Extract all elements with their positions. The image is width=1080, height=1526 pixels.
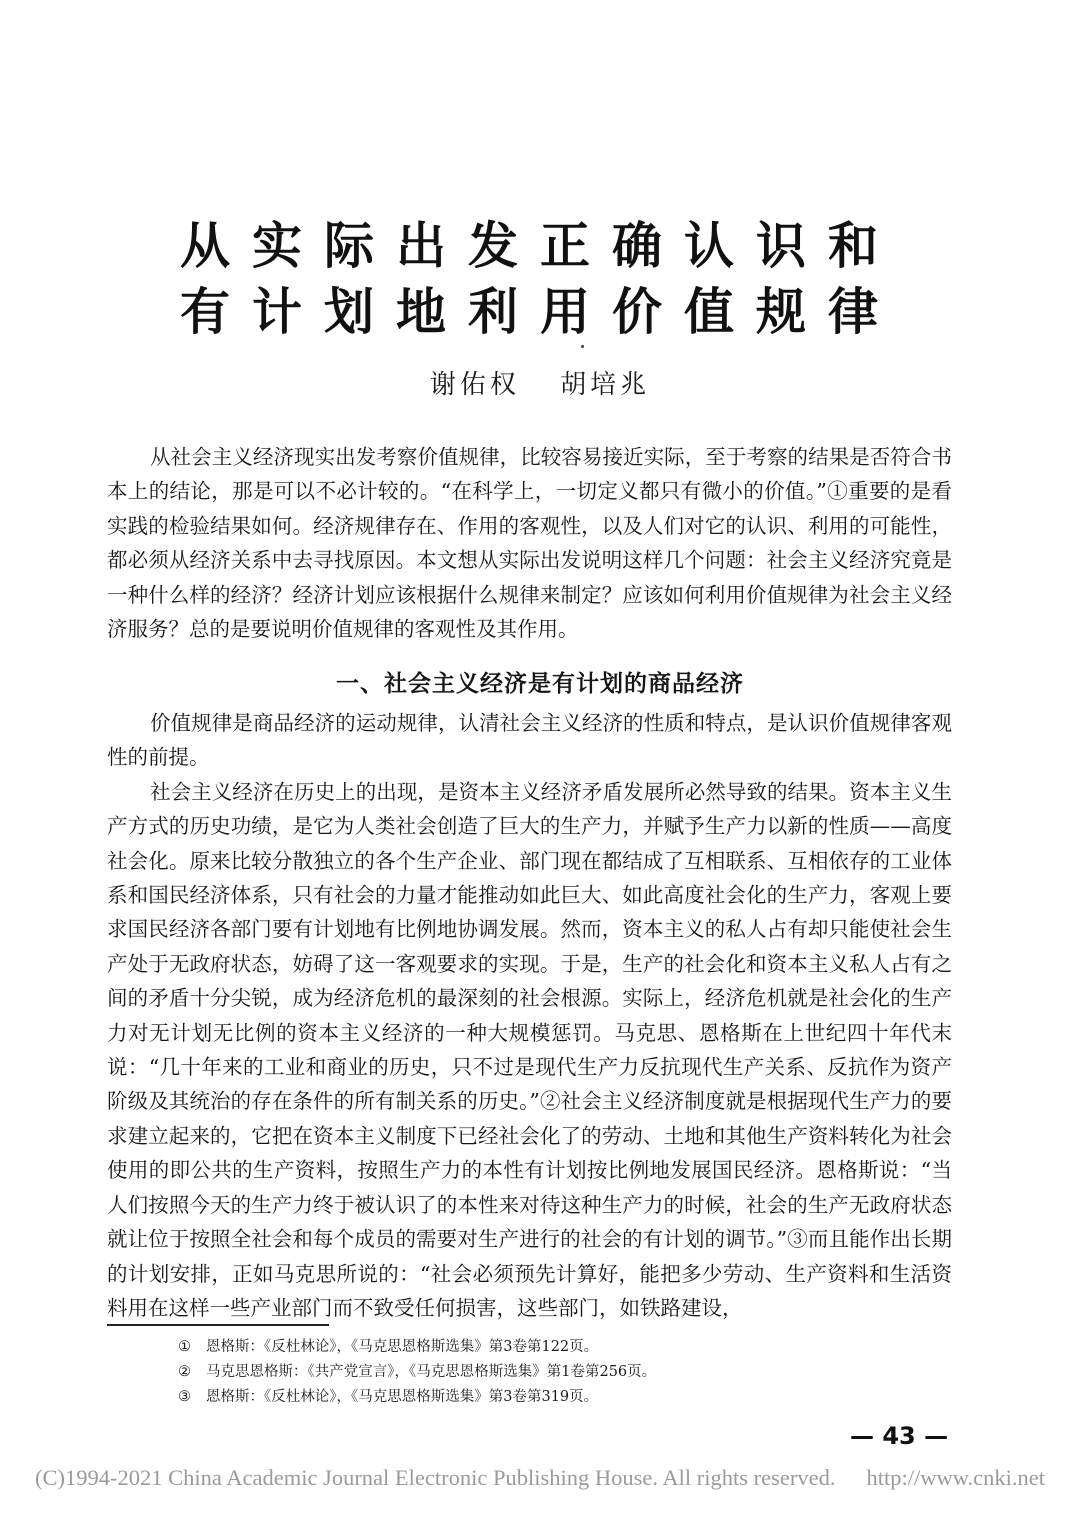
footnote — [178, 1335, 978, 1360]
footnote-marker: ① — [178, 1339, 191, 1355]
intro-section — [107, 440, 952, 646]
authors — [0, 364, 1080, 401]
footnote-text: 恩格斯：《反杜林论》，《马克思恩格斯选集》第3卷第122页。 — [206, 1339, 599, 1355]
body-paragraph: 价值规律是商品经济的运动规律，认清社会主义经济的性质和特点，是认识价值规律客观性的前提。 — [107, 711, 952, 770]
intro-paragraph: 从社会主义经济现实出发考察价值规律，比较容易接近实际，至于考察的结果是否符合书本上的结论，那是可以不必计较的。“在科学上，一切定义都只有微小的价值。”①重要的是看实践的检验结果如何。经济规律存在、作用的客观性，以及人们对它的认识、利用的可能性，都必须从经济关系中去寻找原因。本文想从实际出发说明这样几个问题：社会主义经济究竟是一种什么样的经济？经济计划应该根据什么规律来制定？应该如何利用价值规律为社会主义经济服务？总的是要说明价值规律的客观性及其作用。 — [107, 445, 952, 642]
footnote — [178, 1385, 978, 1410]
footnotes — [178, 1335, 978, 1410]
page-number: — 43 — — [850, 1422, 949, 1450]
author-name: 胡培兆 — [560, 370, 651, 400]
footnote-marker: ③ — [178, 1389, 191, 1405]
section-body — [107, 706, 952, 1325]
body-paragraph: 社会主义经济在历史上的出现，是资本主义经济矛盾发展所必然导致的结果。资本主义生产方式的历史功绩，是它为人类社会创造了巨大的生产力，并赋予生产力以新的性质——高度社会化。原来比较分散独立的各个生产企业、部门现在都结成了互相联系、互相依存的工业体系和国民经济体系，只有社会的力量才能推动如此巨大、如此高度社会化的生产力，客观上要求国民经济各部门要有计划地有比例地协调发展。然而，资本主义的私人占有却只能使社会生产处于无政府状态，妨碍了这一客观要求的实现。于是，生产的社会化和资本主义私人占有之间的矛盾十分尖锐，成为经济危机的最深刻的社会根源。实际上，经济危机就是社会化的生产力对无计划无比例的资本主义经济的一种大规模惩罚。马克思、恩格斯在上世纪四十年代末说：“几十年来的工业和商业的历史，只不过是现代生产力反抗现代生产关系、反抗作为资产阶级及其统治的存在条件的所有制关系的历史。”②社会主义经济制度就是根据现代生产力的要求建立起来的，它把在资本主义制度下已经社会化了的劳动、土地和其他生产资料转化为社会使用的即公共的生产资料，按照生产力的本性有计划按比例地发展国民经济。恩格斯说：“当人们按照今天的生产力终于被认识了的本性来对待这种生产力的时候，社会的生产无政府状态就让位于按照全社会和每个成员的需要对生产进行的社会的有计划的调节。”③而且能作出长期的计划安排，正如马克思所说的：“社会必须预先计算好，能把多少劳动、生产资料和生活资料用在这样一些产业部门而不致受任何损害，这些部门，如铁路建设， — [107, 779, 952, 1320]
article-title-line-2: 有计划地利用价值规律 — [180, 283, 900, 341]
ink-speck — [581, 345, 584, 348]
footnote-divider — [107, 1324, 329, 1326]
website-text: http://www.cnki.net — [866, 1465, 1045, 1490]
copyright-text: (C)1994-2021 China Academic Journal Electronic Publishing House. All rights reserved. — [35, 1465, 836, 1490]
footnote-text: 恩格斯：《反杜林论》，《马克思恩格斯选集》第3卷第319页。 — [206, 1389, 599, 1405]
footnote-text: 马克思恩格斯：《共产党宣言》，《马克思恩格斯选集》第1卷第256页。 — [206, 1364, 657, 1380]
article-title-line-1: 从实际出发正确认识和 — [180, 217, 900, 275]
footnote-marker: ② — [178, 1364, 191, 1380]
author-name: 谢佑权 — [429, 370, 520, 400]
footnote — [178, 1360, 978, 1385]
copyright-watermark — [35, 1465, 1045, 1491]
section-heading: 一、社会主义经济是有计划的商品经济 — [336, 670, 744, 697]
